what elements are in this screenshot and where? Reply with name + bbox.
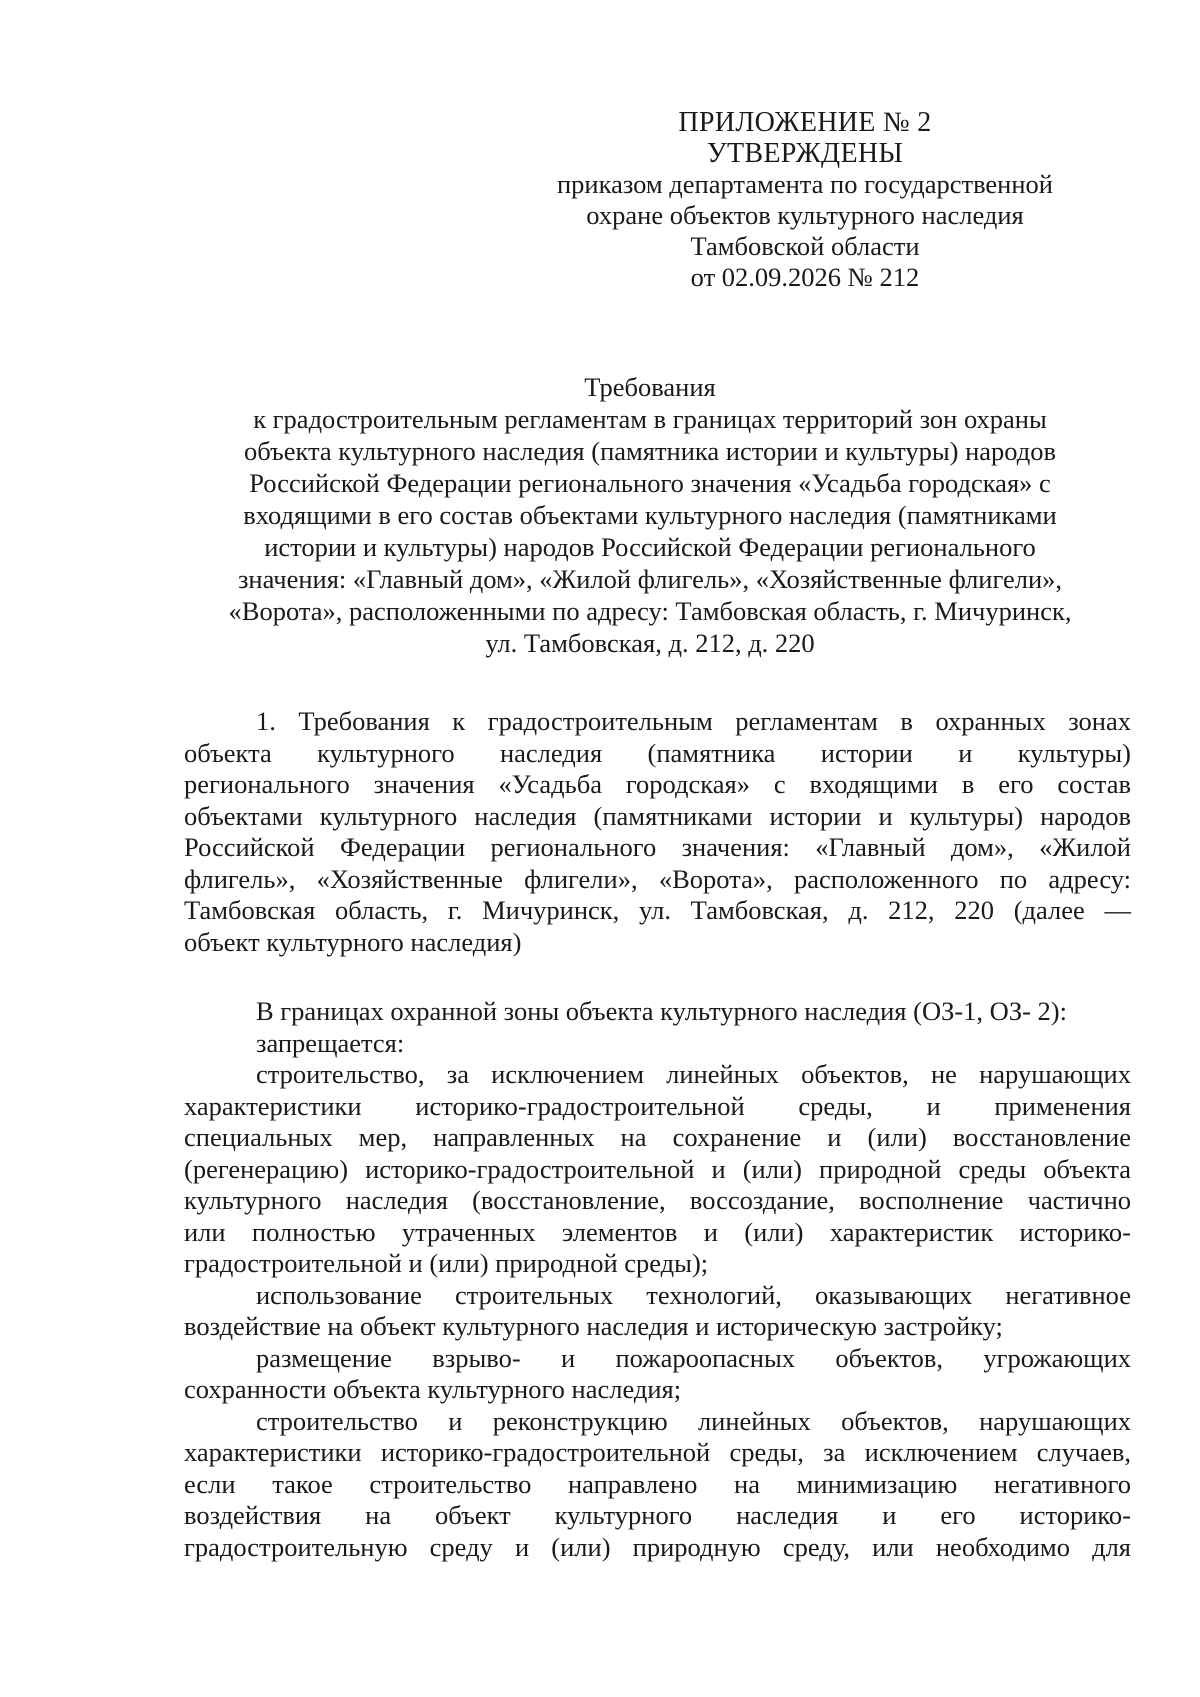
paragraph-line: регионального значения «Усадьба городская» с входящими в его состав: [184, 769, 1131, 799]
title-line: значения: «Главный дом», «Жилой флигель», «Хозяйственные флигели»,: [237, 564, 1063, 594]
zone-requirements: [184, 996, 1131, 1563]
prohibited-label: запрещается:: [256, 1027, 405, 1058]
title-heading: Требования: [584, 372, 716, 402]
list-item-line: или полностью утраченных элементов и (или) характеристик историко-: [184, 1216, 1131, 1247]
title-line: «Ворота», расположенными по адресу: Тамбовская область, г. Мичуринск,: [228, 596, 1072, 626]
list-item-line: характеристики историко-градостроительной среды, за исключением случаев,: [184, 1437, 1131, 1467]
list-item-line: градостроительной и (или) природной среды);: [184, 1248, 709, 1278]
title-line: объекта культурного наследия (памятника истории и культуры) народов: [243, 436, 1057, 466]
zone-intro: В границах охранной зоны объекта культурного наследия (ОЗ-1, ОЗ- 2):: [256, 996, 1067, 1026]
appendix-label: ПРИЛОЖЕНИЕ № 2: [678, 107, 932, 138]
approval-stamp: [520, 107, 1090, 293]
list-item-line: если такое строительство направлено на минимизацию негативного: [184, 1468, 1131, 1499]
section-1-paragraph: [184, 706, 1131, 958]
document-title: [150, 371, 1150, 659]
paragraph-line: 1. Требования к градостроительным регламентам в охранных зонах: [256, 706, 1131, 736]
title-line: к градостроительным регламентам в границах территорий зон охраны: [253, 404, 1047, 434]
paragraph-line: Российской Федерации регионального значения: «Главный дом», «Жилой: [184, 832, 1131, 862]
order-line: Тамбовской области: [690, 231, 920, 261]
approved-label: УТВЕРЖДЕНЫ: [706, 138, 904, 169]
list-item-line: строительство, за исключением линейных объектов, не нарушающих: [256, 1059, 1131, 1089]
list-item-line: специальных мер, направленных на сохранение и (или) восстановление: [184, 1122, 1131, 1152]
order-line: охране объектов культурного наследия: [586, 200, 1024, 230]
paragraph-line: Тамбовская область, г. Мичуринск, ул. Тамбовская, д. 212, 220 (далее —: [184, 895, 1131, 925]
list-item-line: воздействие на объект культурного наследия и историческую застройку;: [184, 1311, 1003, 1341]
paragraph-line: объект культурного наследия): [184, 926, 522, 957]
list-item-line: характеристики историко-градостроительной среды, и применения: [184, 1090, 1131, 1121]
paragraph-line: объекта культурного наследия (памятника истории и культуры): [184, 737, 1131, 768]
order-line: приказом департамента по государственной: [557, 169, 1053, 199]
list-item-line: (регенерацию) историко-градостроительной и (или) природной среды объекта: [184, 1153, 1131, 1184]
list-item-line: культурного наследия (восстановление, воссоздание, восполнение частично: [184, 1185, 1131, 1215]
list-item-line: сохранности объекта культурного наследия;: [184, 1374, 682, 1404]
title-subtitle: [150, 403, 1150, 659]
title-line: входящими в его состав объектами культурного наследия (памятниками: [243, 500, 1057, 530]
title-line: истории и культуры) народов Российской Федерации регионального: [264, 532, 1036, 562]
paragraph-line: флигель», «Хозяйственные флигели», «Ворота», расположенного по адресу:: [184, 863, 1131, 894]
list-item-line: градостроительную среду и (или) природную среду, или необходимо для: [184, 1531, 1131, 1562]
title-line: Российской Федерации регионального значения «Усадьба городская» с: [249, 468, 1051, 498]
list-item-line: строительство и реконструкцию линейных объектов, нарушающих: [256, 1405, 1131, 1436]
list-item-line: воздействия на объект культурного наследия и его историко-: [184, 1500, 1131, 1530]
list-item-line: размещение взрыво- и пожароопасных объектов, угрожающих: [256, 1342, 1131, 1373]
order-date-number: от 02.09.2026 № 212: [690, 262, 920, 292]
title-line: ул. Тамбовская, д. 212, д. 220: [485, 628, 815, 658]
paragraph-line: объектами культурного наследия (памятниками истории и культуры) народов: [184, 800, 1131, 831]
list-item-line: использование строительных технологий, оказывающих негативное: [256, 1279, 1131, 1310]
